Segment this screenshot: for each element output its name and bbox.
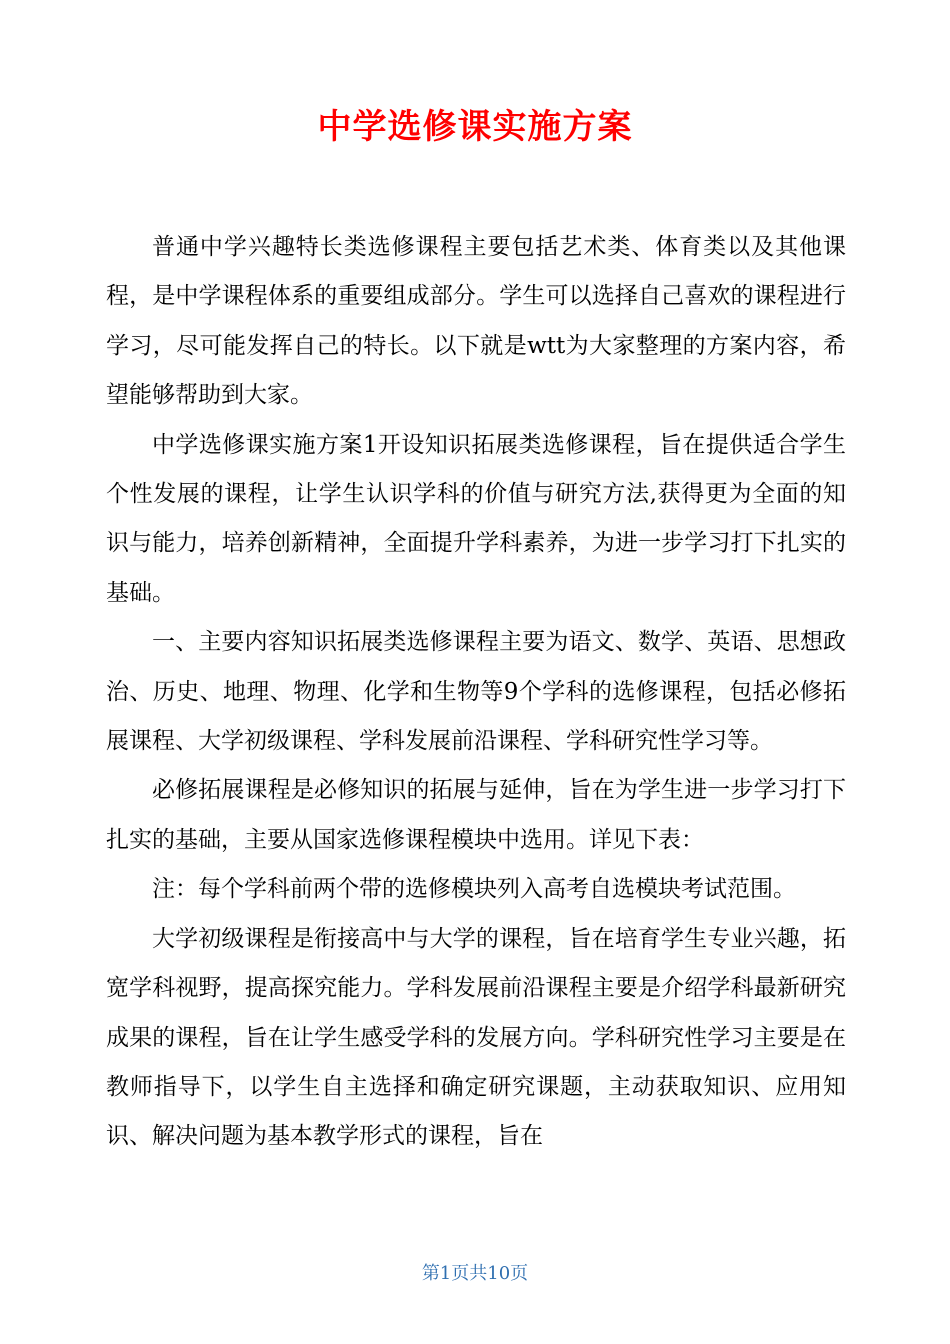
paragraph-note: 注：每个学科前两个带的选修模块列入高考自选模块考试范围。	[152, 876, 796, 903]
paragraph-intro: 普通中学兴趣特长类选修课程主要包括艺术类、体育类以及其他课程，是中学课程体系的重要组成部分。学生可以选择自己喜欢的课程进行学习，尽可能发挥自己的特长。以下就是wtt为大家整理的方案内容，希望能够帮助到大家。	[106, 234, 846, 409]
document-title: 中学选修课实施方案	[317, 107, 633, 147]
paragraph-required-extension: 必修拓展课程是必修知识的拓展与延伸，旨在为学生进一步学习打下扎实的基础，主要从国家选修课程模块中选用。详见下表：	[106, 777, 846, 853]
paragraph-university-courses: 大学初级课程是衔接高中与大学的课程，旨在培育学生专业兴趣，拓宽学科视野，提高探究能力。学科发展前沿课程主要是介绍学科最新研究成果的课程，旨在让学生感受学科的发展方向。学科研究性学习主要是在教师指导下，以学生自主选择和确定研究课题，主动获取知识、应用知识、解决问题为基本教学形式的课程，旨在	[106, 925, 846, 1150]
document-body	[106, 223, 846, 1162]
page-number-footer: 第1页共10页	[421, 1263, 529, 1284]
paragraph-main-content: 一、主要内容知识拓展类选修课程主要为语文、数学、英语、思想政治、历史、地理、物理、化学和生物等9个学科的选修课程，包括必修拓展课程、大学初级课程、学科发展前沿课程、学科研究性学习等。	[106, 629, 846, 755]
paragraph-plan-1: 中学选修课实施方案1开设知识拓展类选修课程，旨在提供适合学生个性发展的课程，让学生认识学科的价值与研究方法,获得更为全面的知识与能力，培养创新精神，全面提升学科素养，为进一步学习打下扎实的基础。	[106, 431, 846, 606]
